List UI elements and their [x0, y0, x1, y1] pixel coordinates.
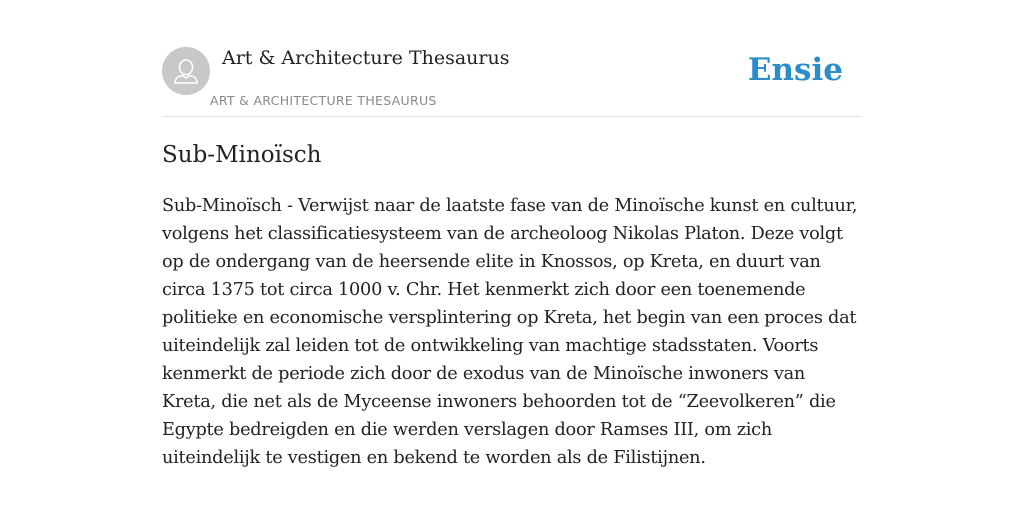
- page-title: Sub-Minoïsch: [162, 142, 322, 168]
- user-icon: [162, 47, 210, 95]
- author-name[interactable]: Art & Architecture Thesaurus: [222, 47, 510, 69]
- ensie-logo-link[interactable]: Ensie: [747, 52, 843, 88]
- author-avatar[interactable]: [162, 47, 210, 95]
- author-subtitle: ART & ARCHITECTURE THESAURUS: [210, 93, 437, 108]
- article-body: Sub-Minoïsch - Verwijst naar de laatste fase van de Minoïsche kunst en cultuur, volgens het classificatiesysteem van de archeoloog Nikolas Platon. Deze volgt op de ondergang van de heersende elite in Knossos, op Kreta, en duurt van circa 1375 tot circa 1000 v. Chr. Het kenmerkt zich door een toenemende politieke en economische versplintering op Kreta, het begin van een proces dat uiteindelijk zal leiden tot de ontwikkeling van machtige stadsstaten. Voorts kenmerkt de periode zich door de exodus van de Minoïsche inwoners van Kreta, die net als de Myceense inwoners behoorden tot de “Zeevolkeren” die Egypte bedreigden en die werden verslagen door Ramses III, om zich uiteindelijk te vestigen en bekend te worden als de Filistijnen.: [162, 196, 858, 468]
- article-header: [162, 46, 862, 117]
